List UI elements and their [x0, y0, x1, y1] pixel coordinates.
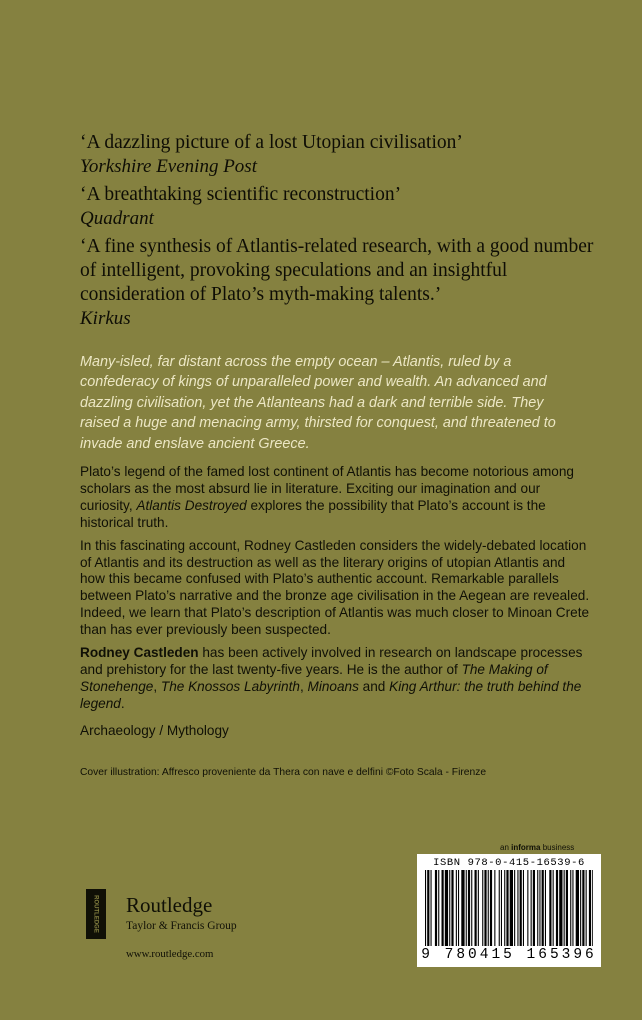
isbn-label: ISBN 978-0-415-16539-6 — [433, 857, 585, 869]
quote-source: Kirkus — [80, 308, 131, 329]
barcode-bar — [499, 870, 500, 946]
quote-text: ‘A dazzling picture of a lost Utopian civilisation’ — [80, 132, 463, 153]
barcode-bar — [559, 870, 562, 946]
bio-text: . — [120, 695, 125, 711]
review-quote — [80, 131, 600, 179]
barcode-bar — [435, 870, 437, 946]
barcode-bar — [582, 870, 584, 946]
barcode-bar — [482, 870, 483, 946]
barcode-bar — [576, 870, 579, 946]
informa-brand: informa — [511, 843, 541, 852]
barcode-bar — [501, 870, 502, 946]
quote-text: ‘A fine synthesis of Atlantis-related research, with a good number of intelligent, provoking speculations and an insightful consideration of Plato’s myth-making talents.’ — [80, 236, 594, 305]
barcode-bar — [478, 870, 479, 946]
barcode-bar — [592, 870, 593, 946]
barcode-bar — [570, 870, 571, 946]
publisher-imprint: Taylor & Francis Group — [126, 920, 237, 932]
tagline-text: an — [500, 843, 512, 852]
barcode-bar — [539, 870, 540, 946]
description-paragraph — [80, 464, 590, 532]
barcode-bar — [564, 870, 565, 946]
barcode-bar — [494, 870, 495, 946]
barcode-bar — [427, 870, 429, 946]
review-quote — [80, 183, 600, 231]
barcode-bar — [580, 870, 581, 946]
barcode-bar — [488, 870, 489, 946]
tagline-text: business — [540, 843, 575, 852]
barcode-bar — [504, 870, 505, 946]
paragraph-text: Plato’s legend of the famed lost continent of Atlantis has become notorious among scholars as the most absurd lie in literature. Exciting our imagination and our curiosity, — [80, 464, 574, 513]
barcode-bar — [553, 870, 554, 946]
description-paragraph: In this fascinating account, Rodney Castleden considers the widely-debated location of Atlantis and its destruction as well as the literary origins of utopian Atlantis and how this became confused with Plato’s authentic account. Remarkable parallels between Plato’s narrative and the bronze age civilisation in the Aegean are revealed. Indeed, we learn that Plato’s description of Atlantis was much closer to Minoan Crete than has ever previously been suspected. — [80, 537, 590, 638]
barcode-bar — [458, 870, 459, 946]
review-quote — [80, 235, 600, 331]
barcode-bar — [431, 870, 432, 946]
barcode-bar — [533, 870, 535, 946]
barcode-bar — [542, 870, 544, 946]
routledge-logo-icon — [86, 889, 106, 939]
barcode-bar — [514, 870, 515, 946]
barcode-bar — [531, 870, 532, 946]
barcode-bar — [449, 870, 450, 946]
barcode-bar — [549, 870, 551, 946]
barcode-bars — [425, 870, 593, 946]
barcode-bar — [523, 870, 524, 946]
barcode-bar — [442, 870, 444, 946]
barcode-bar — [466, 870, 467, 946]
book-title: Minoans — [307, 678, 359, 694]
barcode-bar — [445, 870, 448, 946]
isbn-barcode — [417, 854, 601, 967]
barcode-bar — [468, 870, 470, 946]
book-title: The Making of Stonehenge — [80, 661, 548, 694]
quote-source: Quadrant — [80, 208, 154, 229]
category-label: Archaeology / Mythology — [80, 723, 229, 738]
barcode-digits: 9 780415 165396 — [421, 947, 597, 963]
bio-text: has been actively involved in research on landscape processes and prehistory for the last twenty-five years. He is the author of — [80, 645, 583, 677]
barcode-bar — [572, 870, 573, 946]
barcode-bar — [517, 870, 518, 946]
bio-text: and — [358, 678, 390, 694]
paragraph-text: explores the possibility that Plato’s account is the historical truth. — [80, 497, 546, 530]
book-title: Atlantis Destroyed — [136, 497, 247, 513]
informa-tagline — [500, 843, 574, 852]
barcode-bar — [438, 870, 439, 946]
barcode-bar — [471, 870, 472, 946]
barcode-bar — [506, 870, 508, 946]
publisher-name: Routledge — [126, 893, 213, 917]
barcode-bar — [456, 870, 457, 946]
bio-text: , — [299, 678, 308, 694]
barcode-bar — [490, 870, 492, 946]
review-quotes — [80, 131, 600, 331]
publisher-website[interactable]: www.routledge.com — [126, 948, 214, 960]
barcode-bar — [527, 870, 528, 946]
description — [80, 464, 590, 713]
barcode-bar — [589, 870, 591, 946]
logo-lettering: ROUTLEDGE — [92, 895, 99, 933]
quote-source: Yorkshire Evening Post — [80, 156, 257, 177]
barcode-bar — [520, 870, 522, 946]
barcode-bar — [451, 870, 453, 946]
cover-credit: Cover illustration: Affresco proveniente da Thera con nave e delfini ©Foto Scala - Firenze — [80, 767, 487, 778]
barcode-bar — [586, 870, 587, 946]
barcode-bar — [545, 870, 546, 946]
barcode-bar — [484, 870, 486, 946]
barcode-bar — [425, 870, 426, 946]
book-title: King Arthur: the truth behind the legend — [80, 678, 582, 711]
quote-text: ‘A breathtaking scientific reconstruction’ — [80, 184, 402, 205]
author-bio — [80, 645, 590, 713]
barcode-bar — [461, 870, 464, 946]
book-title: The Knossos Labyrinth — [160, 678, 300, 694]
barcode-bar — [537, 870, 538, 946]
barcode-bar — [510, 870, 513, 946]
intro-blurb: Many-isled, far distant across the empty ocean – Atlantis, ruled by a confederacy of kings of unparalleled power and wealth. An advanced and dazzling civilisation, yet the Atlanteans had a dark and terrible side. They raised a huge and menacing army, thirsted for conquest, and threatened to invade and enslave ancient Greece. — [80, 354, 556, 452]
barcode-bar — [566, 870, 568, 946]
author-name: Rodney Castleden — [80, 645, 199, 661]
bio-text: , — [153, 678, 161, 694]
barcode-bar — [475, 870, 477, 946]
barcode-bar — [556, 870, 558, 946]
